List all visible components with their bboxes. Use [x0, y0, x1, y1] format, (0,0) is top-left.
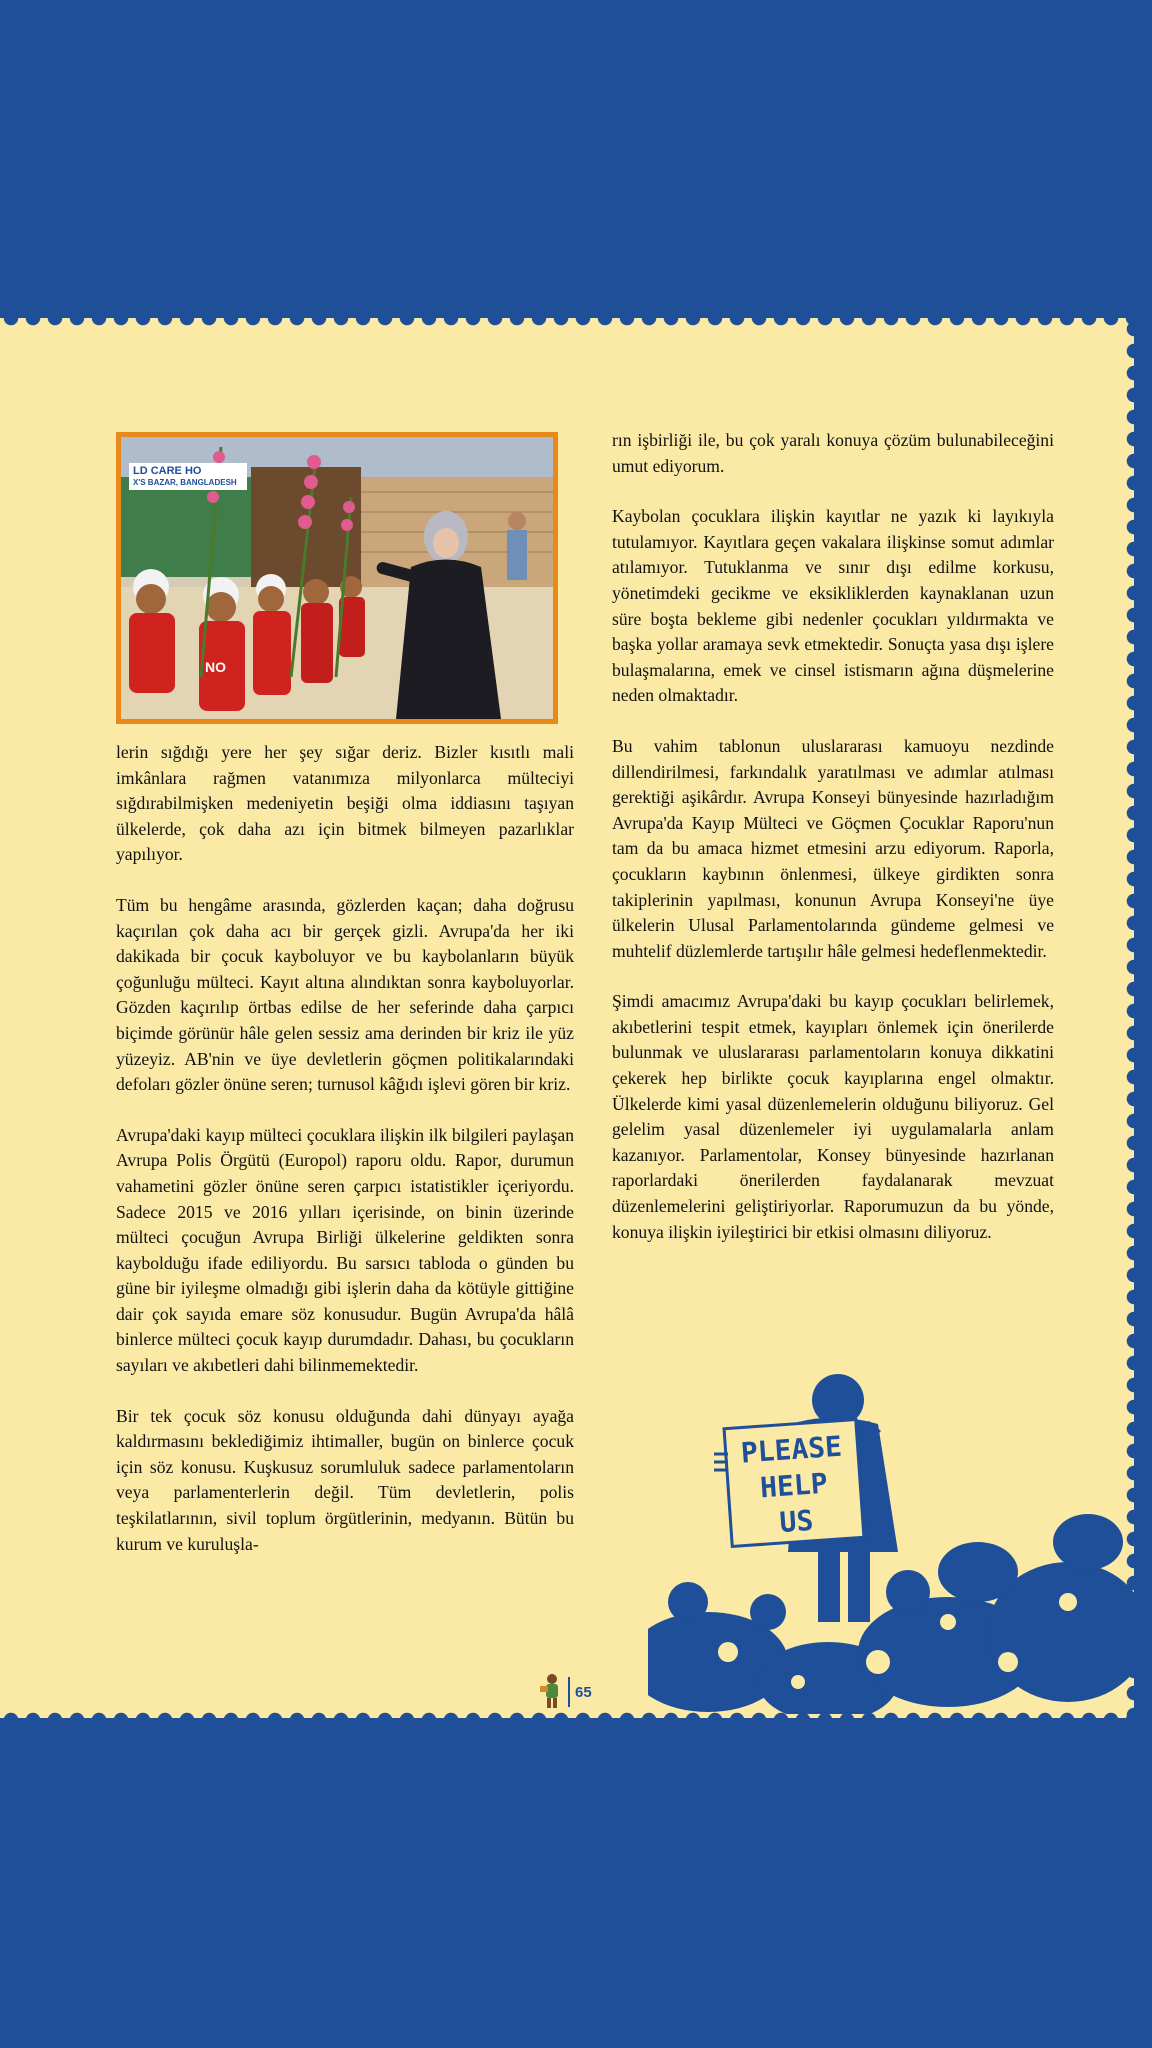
right-paragraph-1: rın işbirliği ile, bu çok yaralı konuya çözüm bulunabileceğini umut ediyorum. — [612, 430, 1054, 476]
right-paragraph-2: Kaybolan çocuklara ilişkin kayıtlar ne yazık ki layıkıyla tutulamıyor. Kayıtlara geçen vakalara ilişkinse somut adımlar atılamıyor. Tutuklanma ve sınır dışı edilme korkusu, yönetimdeki gecikme ve eksikliklerden kaynaklanan uzun süre boşta bekleme gibi nedenler çocukları yıldırmakta ve başka yollar aramaya sevk etmektedir. Sonuçta yasa dışı işlere bulaşmalarına, emek ve cinsel istismarın ağına düşmelerine neden olmaktadır. — [612, 506, 1054, 706]
please-help-us-sign — [730, 1428, 857, 1546]
photo-sign-title: LD CARE HO — [133, 465, 202, 477]
photo-sign-subtitle: X'S BAZAR, BANGLADESH — [133, 478, 237, 487]
right-column — [612, 428, 1054, 1270]
left-paragraph-1: lerin sığdığı yere her şey sığar deriz. Bizler kısıtlı mali imkânlara rağmen vatanımıza milyonlarca mülteciyi sığdırabilmişken medeniyetin beşiği olma iddiasını taşıyan ülkelerde, çok daha azı için bitmek bilmeyen pazarlıklar yapılıyor. — [116, 742, 574, 865]
right-paragraph-4: Şimdi amacımız Avrupa'daki bu kayıp çocukları belirlemek, akıbetlerini tespit etmek, kayıpları önlemek için önerilerde bulunmak ve uluslararası parlamentoların konuya dikkatini çekerek hep birlikte çocuk kayıplarına engel olmaktır. Ülkelerde kimi yasal düzenlemelerin olduğunu biliyoruz. Gel gelelim yasal düzenlemeler iyi uygulamalarla anlam kazanıyor. Parlamentolar, Konsey bünyesinde hazırlanan raporlardaki önerilerden faydalanarak mevzuat düzenlemelerini geliştiriyorlar. Raporumuzun da bu yönde, konuya ilişkin iyileştirici bir etkisi olmasını diliyoruz. — [612, 991, 1054, 1242]
right-paragraph-3: Bu vahim tablonun uluslararası kamuoyu nezdinde dillendirilmesi, farkındalık yaratılması ve adımlar atılması gerektiği aşikârdır. Avrupa Konseyi bünyesinde hazırladığım Avrupa'da Kayıp Mülteci ve Göçmen Çocuklar Raporu'nun tam da bu amaca hizmet etmesini arzu ediyorum. Raporla, çocukların kaybının önlenmesi, ülkeye girdikten sonra takiplerinin yapılması, konunun Avrupa Konseyi'ne üye ülkelerin Ulusal Parlamentolarında gündeme gelmesi ve muhtelif düzlemlerde tartışılır hâle gelmesi hedeflenmektedir. — [612, 735, 1054, 961]
left-column — [116, 740, 574, 1582]
page-footer — [540, 1672, 592, 1712]
left-paragraph-3: Avrupa'daki kayıp mülteci çocuklara ilişkin ilk bilgileri paylaşan Avrupa Polis Örgütü (Europol) raporu oldu. Rapor, durumun vahametini gözler önüne seren çarpıcı istatistikler içeriyordu. Sadece 2015 ve 2016 yılları içerisinde, on binin üzerinde mülteci çocuğun Avrupa Birliği ülkelerine geldikten sonra kaybolduğu ifade ediliyordu. Bu sarsıcı tabloda o günden bu güne bir iyileşme olmadığı gibi işlerin daha da kötüyle gittiğine dair çok sayıda emare söz konusudur. Bugün Avrupa'da hâlâ binlerce mülteci çocuk kayıp durumdadır. Dahası, bu çocukların sayıları ve akıbetleri dahi bilinmemektedir. — [116, 1124, 574, 1376]
photo-sign — [129, 463, 247, 490]
shirt-text: NO — [205, 659, 226, 675]
sign-word-please: PLEASE — [739, 1429, 843, 1470]
please-help-us-illustration — [648, 1362, 1138, 1714]
mascot-logo-icon — [540, 1672, 564, 1712]
sign-word-us: US — [778, 1503, 815, 1540]
page-number: 65 — [575, 1683, 592, 1701]
right-border-band — [1134, 0, 1152, 2048]
left-paragraph-4: Bir tek çocuk söz konusu olduğunda dahi dünyayı ayağa kaldırmasını beklediğimiz ihtimaller, bugün on binlerce çocuk için söz konusu. Kuşkusuz sorumluluk sadece parlamentoların veya parlamenterlerin değil. Tüm devletlerin, polis teşkilatlarının, sivil toplum örgütlerinin, medyanın. Bütün bu kurum ve kuruluşla- — [116, 1405, 574, 1554]
children-photo — [116, 432, 558, 724]
sign-word-help: HELP — [759, 1466, 829, 1505]
footer-divider — [568, 1677, 570, 1707]
crowd-illustration — [648, 1362, 1138, 1714]
left-paragraph-2: Tüm bu hengâme arasında, gözlerden kaçan; daha doğrusu kaçırılan çok daha acı bir gerçek gizli. Avrupa'da her iki dakikada bir çocuk kayboluyor ve bu kaybolanların büyük çoğunluğu mülteci. Kayıt altına alındıktan sonra kayboluyorlar. Gözden kaçırılıp örtbas edilse de her seferinde daha çarpıcı biçimde görünür hâle gelen sessiz ama derinden bir kriz ile yüz yüzeyiz. AB'nin ve üye devletlerin göçmen politikalarındaki defoları gözler önüne seren; turnusol kâğıdı işlevi gören bir kriz. — [116, 894, 574, 1095]
scalloped-top-border — [0, 318, 1134, 332]
